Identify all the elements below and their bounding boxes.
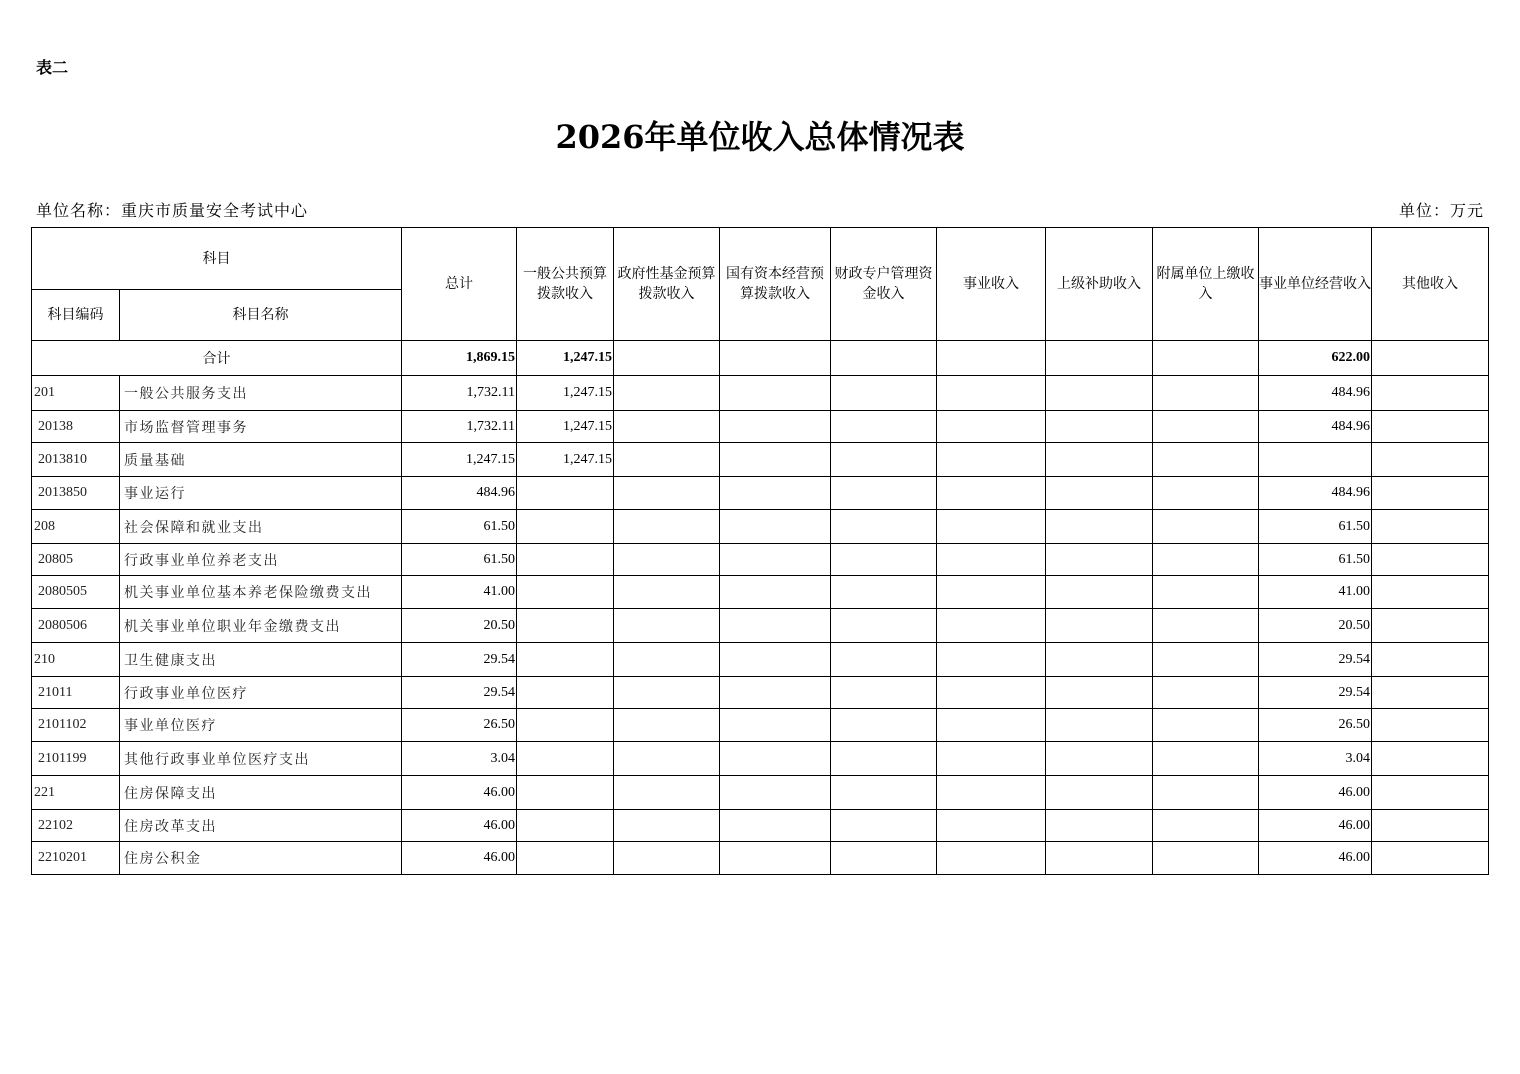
amount-cell xyxy=(1372,643,1489,677)
header-col-operating-income: 事业单位经营收入 xyxy=(1259,228,1372,341)
amount-cell: 26.50 xyxy=(1259,709,1372,742)
amount-cell xyxy=(937,677,1046,709)
subject-name: 事业单位医疗 xyxy=(120,709,402,742)
amount-cell xyxy=(1046,643,1153,677)
subject-name: 行政事业单位养老支出 xyxy=(120,544,402,576)
amount-cell xyxy=(1153,742,1259,776)
table-row xyxy=(32,810,1489,842)
amount-cell xyxy=(517,842,614,875)
amount-cell xyxy=(720,643,831,677)
header-col-affiliate-remit: 附属单位上缴收入 xyxy=(1153,228,1259,341)
amount-cell xyxy=(1259,443,1372,477)
table-row xyxy=(32,443,1489,477)
amount-cell xyxy=(720,810,831,842)
amount-cell xyxy=(1046,842,1153,875)
amount-cell xyxy=(1046,677,1153,709)
amount-cell: 29.54 xyxy=(402,643,517,677)
amount-cell xyxy=(614,544,720,576)
amount-cell xyxy=(614,376,720,411)
amount-cell xyxy=(1046,376,1153,411)
table-row xyxy=(32,709,1489,742)
amount-cell xyxy=(1372,411,1489,443)
amount-cell: 484.96 xyxy=(1259,376,1372,411)
amount-cell: 29.54 xyxy=(402,677,517,709)
amount-cell xyxy=(831,576,937,609)
subject-code: 2013810 xyxy=(32,443,120,477)
amount-cell: 41.00 xyxy=(1259,576,1372,609)
table-row xyxy=(32,842,1489,875)
amount-cell xyxy=(831,742,937,776)
amount-cell xyxy=(517,776,614,810)
table-row xyxy=(32,677,1489,709)
header-col-special-account: 财政专户管理资金收入 xyxy=(831,228,937,341)
total-value: 622.00 xyxy=(1259,341,1372,376)
subject-code: 2013850 xyxy=(32,477,120,510)
subject-code: 221 xyxy=(32,776,120,810)
amount-cell xyxy=(614,411,720,443)
amount-cell xyxy=(720,842,831,875)
table-row xyxy=(32,411,1489,443)
header-row-1 xyxy=(32,228,1489,290)
amount-cell xyxy=(720,609,831,643)
amount-cell xyxy=(614,742,720,776)
amount-cell: 46.00 xyxy=(402,842,517,875)
header-col-other-income: 其他收入 xyxy=(1372,228,1489,341)
amount-cell xyxy=(1372,742,1489,776)
amount-cell xyxy=(720,411,831,443)
amount-cell xyxy=(831,609,937,643)
amount-cell xyxy=(614,776,720,810)
amount-cell xyxy=(720,443,831,477)
amount-cell xyxy=(1153,776,1259,810)
amount-cell: 1,732.11 xyxy=(402,411,517,443)
amount-cell xyxy=(1372,677,1489,709)
amount-cell xyxy=(614,709,720,742)
table-row xyxy=(32,376,1489,411)
amount-cell xyxy=(517,510,614,544)
amount-cell xyxy=(831,842,937,875)
amount-cell xyxy=(937,842,1046,875)
subject-code: 21011 xyxy=(32,677,120,709)
table-row xyxy=(32,576,1489,609)
amount-cell xyxy=(937,477,1046,510)
amount-cell xyxy=(1153,411,1259,443)
amount-cell xyxy=(1046,810,1153,842)
table-number-label: 表二 xyxy=(36,58,69,77)
amount-cell xyxy=(720,510,831,544)
amount-cell xyxy=(517,810,614,842)
amount-cell: 61.50 xyxy=(402,544,517,576)
table-row xyxy=(32,609,1489,643)
total-value xyxy=(614,341,720,376)
table-row xyxy=(32,643,1489,677)
page-title: 2026年单位收入总体情况表 xyxy=(555,118,965,156)
amount-cell: 484.96 xyxy=(1259,477,1372,510)
amount-cell xyxy=(831,510,937,544)
amount-cell: 29.54 xyxy=(1259,643,1372,677)
subject-name: 行政事业单位医疗 xyxy=(120,677,402,709)
amount-cell xyxy=(720,376,831,411)
amount-cell xyxy=(720,742,831,776)
subject-name: 事业运行 xyxy=(120,477,402,510)
amount-cell xyxy=(1372,709,1489,742)
subject-code: 2101102 xyxy=(32,709,120,742)
amount-cell xyxy=(1153,643,1259,677)
subject-code: 2080506 xyxy=(32,609,120,643)
subject-code: 20805 xyxy=(32,544,120,576)
amount-cell xyxy=(614,643,720,677)
subject-code: 22102 xyxy=(32,810,120,842)
amount-cell xyxy=(937,376,1046,411)
amount-cell xyxy=(831,709,937,742)
total-value: 1,869.15 xyxy=(402,341,517,376)
amount-cell: 46.00 xyxy=(1259,810,1372,842)
amount-cell xyxy=(1372,810,1489,842)
subject-name: 卫生健康支出 xyxy=(120,643,402,677)
amount-cell xyxy=(614,510,720,544)
amount-cell xyxy=(614,677,720,709)
amount-cell: 1,247.15 xyxy=(517,376,614,411)
amount-cell xyxy=(614,810,720,842)
amount-cell xyxy=(1153,510,1259,544)
table-row xyxy=(32,510,1489,544)
subject-code: 2210201 xyxy=(32,842,120,875)
amount-cell xyxy=(1153,477,1259,510)
amount-cell xyxy=(517,576,614,609)
total-value xyxy=(1153,341,1259,376)
total-row xyxy=(32,341,1489,376)
amount-cell: 61.50 xyxy=(1259,510,1372,544)
amount-cell xyxy=(1046,443,1153,477)
amount-cell xyxy=(614,443,720,477)
amount-cell xyxy=(1046,709,1153,742)
total-value xyxy=(1046,341,1153,376)
amount-cell xyxy=(1153,376,1259,411)
total-value xyxy=(937,341,1046,376)
amount-cell: 46.00 xyxy=(1259,776,1372,810)
subject-code: 210 xyxy=(32,643,120,677)
amount-cell: 41.00 xyxy=(402,576,517,609)
amount-cell xyxy=(1153,576,1259,609)
header-col-superior-subsidy: 上级补助收入 xyxy=(1046,228,1153,341)
amount-cell xyxy=(1153,443,1259,477)
subject-name: 住房公积金 xyxy=(120,842,402,875)
amount-cell: 29.54 xyxy=(1259,677,1372,709)
total-value xyxy=(831,341,937,376)
amount-cell xyxy=(1372,477,1489,510)
header-name: 科目名称 xyxy=(120,290,402,341)
amount-cell: 3.04 xyxy=(402,742,517,776)
amount-cell xyxy=(1372,443,1489,477)
amount-cell xyxy=(517,643,614,677)
amount-cell xyxy=(831,643,937,677)
amount-cell xyxy=(720,709,831,742)
subject-code: 208 xyxy=(32,510,120,544)
amount-cell: 3.04 xyxy=(1259,742,1372,776)
amount-cell xyxy=(517,677,614,709)
amount-cell: 46.00 xyxy=(402,810,517,842)
amount-cell: 1,247.15 xyxy=(402,443,517,477)
amount-cell xyxy=(1372,576,1489,609)
subject-name: 机关事业单位基本养老保险缴费支出 xyxy=(120,576,402,609)
amount-cell: 46.00 xyxy=(402,776,517,810)
subject-name: 机关事业单位职业年金缴费支出 xyxy=(120,609,402,643)
amount-cell xyxy=(720,477,831,510)
amount-cell xyxy=(1046,576,1153,609)
amount-cell xyxy=(1046,742,1153,776)
amount-cell xyxy=(1153,677,1259,709)
table-row xyxy=(32,776,1489,810)
amount-cell xyxy=(1153,709,1259,742)
amount-cell xyxy=(831,477,937,510)
amount-cell xyxy=(517,709,614,742)
amount-cell xyxy=(614,842,720,875)
table-row xyxy=(32,544,1489,576)
amount-cell xyxy=(937,810,1046,842)
amount-cell xyxy=(1372,510,1489,544)
header-col-general-budget: 一般公共预算拨款收入 xyxy=(517,228,614,341)
amount-cell xyxy=(614,609,720,643)
amount-cell xyxy=(937,443,1046,477)
amount-cell xyxy=(831,677,937,709)
total-value xyxy=(720,341,831,376)
amount-cell: 20.50 xyxy=(1259,609,1372,643)
amount-cell: 46.00 xyxy=(1259,842,1372,875)
total-label: 合计 xyxy=(32,341,402,376)
amount-cell: 484.96 xyxy=(402,477,517,510)
amount-cell xyxy=(831,411,937,443)
amount-cell xyxy=(517,477,614,510)
amount-cell xyxy=(1046,544,1153,576)
amount-cell: 1,247.15 xyxy=(517,411,614,443)
amount-cell xyxy=(720,776,831,810)
amount-cell xyxy=(937,742,1046,776)
header-col-business-income: 事业收入 xyxy=(937,228,1046,341)
currency-unit-label: 单位：万元 xyxy=(1398,201,1484,220)
amount-cell xyxy=(1153,842,1259,875)
amount-cell xyxy=(831,544,937,576)
header-col-state-capital: 国有资本经营预算拨款收入 xyxy=(720,228,831,341)
amount-cell: 1,732.11 xyxy=(402,376,517,411)
unit-name: 单位名称：重庆市质量安全考试中心 xyxy=(36,201,309,220)
amount-cell xyxy=(937,709,1046,742)
amount-cell xyxy=(614,477,720,510)
subject-name: 市场监督管理事务 xyxy=(120,411,402,443)
amount-cell xyxy=(1153,609,1259,643)
subject-code: 20138 xyxy=(32,411,120,443)
amount-cell xyxy=(1046,411,1153,443)
subject-name: 住房保障支出 xyxy=(120,776,402,810)
amount-cell xyxy=(937,544,1046,576)
subject-name: 质量基础 xyxy=(120,443,402,477)
header-subject: 科目 xyxy=(32,228,402,290)
amount-cell xyxy=(937,776,1046,810)
total-value: 1,247.15 xyxy=(517,341,614,376)
total-value xyxy=(1372,341,1489,376)
amount-cell xyxy=(1046,776,1153,810)
income-table xyxy=(31,227,1489,875)
amount-cell xyxy=(937,576,1046,609)
amount-cell xyxy=(1372,376,1489,411)
amount-cell xyxy=(1153,544,1259,576)
amount-cell xyxy=(937,411,1046,443)
subject-name: 住房改革支出 xyxy=(120,810,402,842)
subject-name: 社会保障和就业支出 xyxy=(120,510,402,544)
subject-code: 2101199 xyxy=(32,742,120,776)
amount-cell xyxy=(1372,609,1489,643)
header-col-total: 总计 xyxy=(402,228,517,341)
amount-cell: 1,247.15 xyxy=(517,443,614,477)
subject-code: 2080505 xyxy=(32,576,120,609)
amount-cell xyxy=(720,677,831,709)
amount-cell: 484.96 xyxy=(1259,411,1372,443)
amount-cell xyxy=(517,742,614,776)
amount-cell xyxy=(937,643,1046,677)
amount-cell xyxy=(1372,842,1489,875)
amount-cell xyxy=(720,544,831,576)
amount-cell xyxy=(937,609,1046,643)
amount-cell: 61.50 xyxy=(402,510,517,544)
amount-cell xyxy=(831,376,937,411)
header-col-gov-fund: 政府性基金预算拨款收入 xyxy=(614,228,720,341)
amount-cell xyxy=(517,609,614,643)
amount-cell: 26.50 xyxy=(402,709,517,742)
table-row xyxy=(32,477,1489,510)
amount-cell: 20.50 xyxy=(402,609,517,643)
table-row xyxy=(32,742,1489,776)
amount-cell xyxy=(1046,477,1153,510)
subject-name: 其他行政事业单位医疗支出 xyxy=(120,742,402,776)
amount-cell: 61.50 xyxy=(1259,544,1372,576)
subject-code: 201 xyxy=(32,376,120,411)
amount-cell xyxy=(831,810,937,842)
amount-cell xyxy=(1153,810,1259,842)
amount-cell xyxy=(831,443,937,477)
amount-cell xyxy=(1372,544,1489,576)
amount-cell xyxy=(517,544,614,576)
amount-cell xyxy=(614,576,720,609)
subject-name: 一般公共服务支出 xyxy=(120,376,402,411)
amount-cell xyxy=(831,776,937,810)
amount-cell xyxy=(937,510,1046,544)
amount-cell xyxy=(1372,776,1489,810)
header-code: 科目编码 xyxy=(32,290,120,341)
amount-cell xyxy=(720,576,831,609)
amount-cell xyxy=(1046,609,1153,643)
amount-cell xyxy=(1046,510,1153,544)
